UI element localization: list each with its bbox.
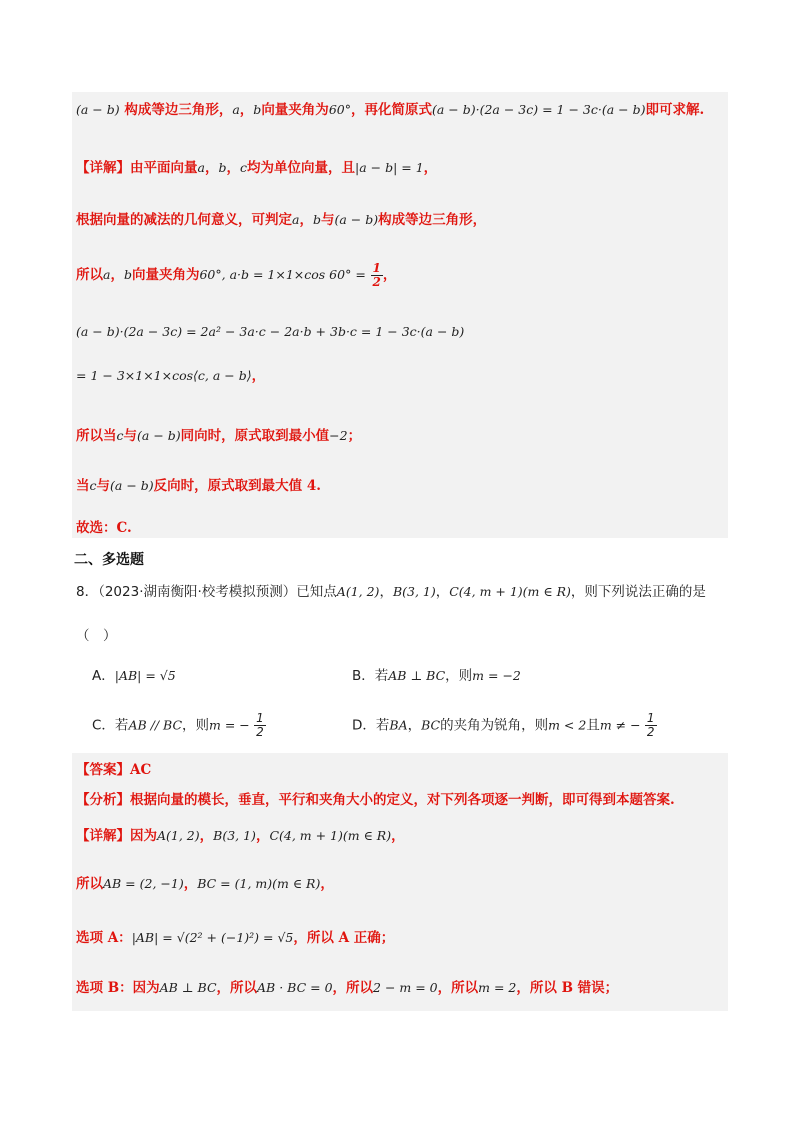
detail-line-4: 选项 B：因为AB ⊥ BC，所以AB · BC = 0，所以2 − m = 0，所以m = 2，所以 B 错误； [76,980,619,996]
option-b[interactable]: B．若AB ⊥ BC，则m = −2 [352,668,521,684]
option-d[interactable]: D．若BA，BC的夹角为锐角，则m < 2且m ≠ − $\frac{1}{2}$ [352,711,655,739]
solution-line-5: (a − b)·(2a − 3c) = 2a² − 3a·c − 2a·b + 3b·c = 1 − 3c·(a − b) [76,324,465,339]
solution-line-2: 【详解】由平面向量a，b，c均为单位向量，且|a − b| = 1， [76,160,438,176]
fraction-one-half: $\frac{1}{2}$ [646,711,655,739]
solution-line-1: (a − b) 构成等边三角形，a，b向量夹角为60°，再化简原式(a − b)·(2a − 3c) = 1 − 3c·(a − b)即可求解. [76,102,705,118]
fraction-one-half: $\frac{1}{2}$ [256,711,264,739]
solution-line-6: = 1 − 3×1×1×cos⟨c, a − b⟩， [76,368,266,384]
question-paren: （ ） [76,628,117,644]
solution-conclusion: 故选：C. [76,520,132,536]
option-a[interactable]: A．|AB| = √5 [92,668,176,684]
solution-line-3: 根据向量的减法的几何意义，可判定a，b与(a − b)构成等边三角形， [76,212,487,228]
detail-line-3: 选项 A：|AB| = √(2² + (−1)²) = √5，所以 A 正确； [76,930,395,946]
answer-line: 【答案】AC [76,762,152,778]
fraction-one-half: $\frac{1}{2}$ [372,261,381,289]
section-title: 二、多选题 [74,552,144,568]
solution-line-4: 所以a，b向量夹角为60°, a·b = 1×1×cos 60° = $\frac{1}{2}$ ， [76,261,397,289]
detail-line-2: 所以AB = (2, −1)，BC = (1, m)(m ∈ R)， [76,876,334,892]
detail-line-1: 【详解】因为A(1, 2)，B(3, 1)，C(4, m + 1)(m ∈ R)， [76,828,405,844]
analysis-line: 【分析】根据向量的模长，垂直，平行和夹角大小的定义，对下列各项逐一判断，即可得到本题答案. [76,792,675,808]
solution-line-7: 所以当c与(a − b)同向时，原式取到最小值−2； [76,428,362,444]
option-c[interactable]: C．若AB // BC，则m = − $\frac{1}{2}$ [92,711,264,739]
question-stem: 8．（2023·湖南衡阳·校考模拟预测）已知点A(1, 2)，B(3, 1)，C(4, m + 1)(m ∈ R)，则下列说法正确的是 [76,584,706,600]
solution-line-8: 当c与(a − b)反向时，原式取到最大值 4. [76,478,321,494]
